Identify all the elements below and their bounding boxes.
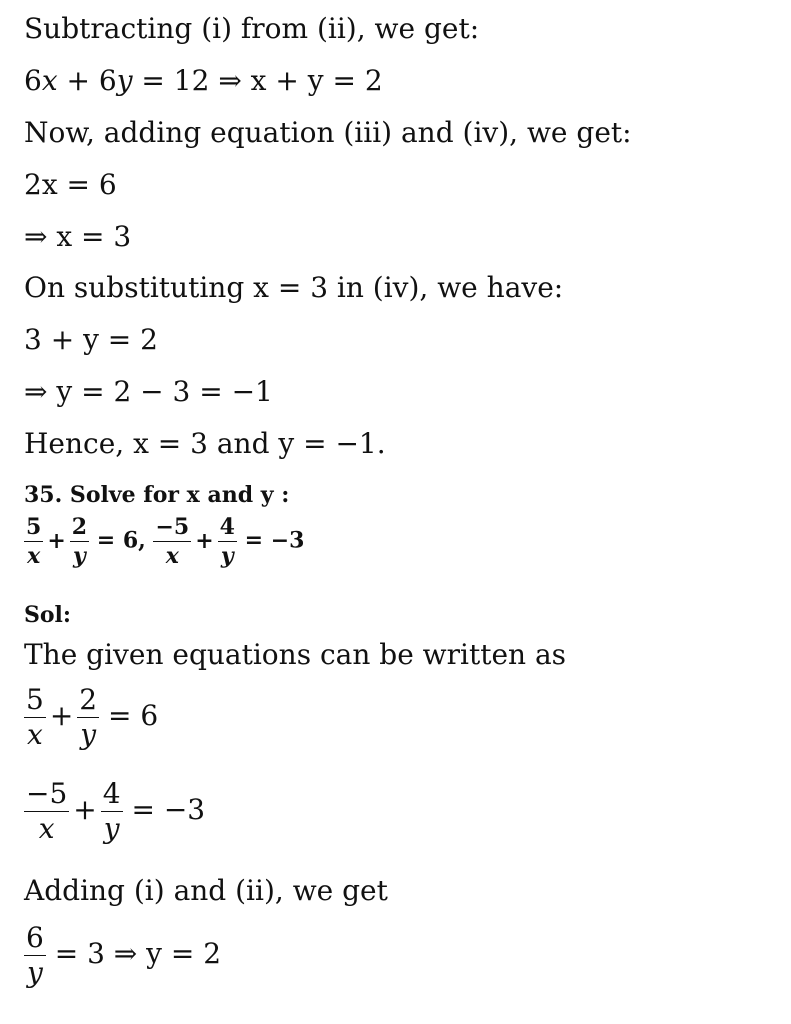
equation-line-2x: 2x = 6 (24, 168, 117, 201)
operator: + (49, 699, 74, 732)
fraction (24, 921, 46, 989)
numerator: −5 (26, 777, 68, 810)
equation-line-3-plus-y: 3 + y = 2 (24, 323, 158, 356)
denominator: y (73, 543, 86, 569)
numerator: 5 (26, 514, 42, 540)
numerator: 6 (26, 921, 44, 954)
text-line-substituting: On substituting x = 3 in (iv), we have: (24, 271, 564, 304)
denominator: y (220, 543, 234, 569)
text-line-adding-iii-iv: Now, adding equation (iii) and (iv), we get: (24, 116, 632, 149)
rhs: = −3 (244, 527, 305, 554)
rhs: = −3 (131, 793, 206, 826)
fraction (24, 516, 43, 567)
eq-part: = 12 ⇒ x + y = 2 (132, 64, 383, 97)
text-line-hence: Hence, x = 3 and y = −1. (24, 427, 386, 460)
numerator: 2 (71, 514, 88, 540)
denominator: y (103, 812, 120, 845)
solution-label: Sol: (24, 602, 72, 628)
fraction (77, 683, 99, 751)
fraction (101, 777, 123, 845)
fraction (218, 516, 237, 567)
operator: + (47, 527, 66, 554)
numerator: 2 (79, 683, 98, 716)
denominator: x (27, 718, 43, 751)
question-title: 35. Solve for x and y : (24, 482, 290, 508)
denominator: x (165, 543, 179, 569)
numerator: 4 (219, 514, 235, 540)
operator: + (195, 527, 214, 554)
var-x: x (41, 64, 58, 97)
eq-part: 6 (24, 64, 42, 97)
denominator: y (27, 956, 43, 989)
denominator: x (38, 812, 55, 845)
var-y: y (116, 64, 133, 97)
denominator: y (80, 718, 97, 751)
text-line-adding-i-ii: Adding (i) and (ii), we get (24, 874, 388, 907)
eq-part: + 6 (57, 64, 117, 97)
text-line-subtracting: Subtracting (i) from (ii), we get: (24, 12, 480, 45)
solution-equation-1 (24, 683, 159, 751)
equation-line-x-3: ⇒ x = 3 (24, 220, 132, 253)
numerator: 4 (102, 777, 121, 810)
solution-intro: The given equations can be written as (24, 638, 567, 671)
solution-equation-3 (24, 921, 222, 989)
numerator: −5 (155, 514, 190, 540)
fraction (70, 516, 89, 567)
equation-line-y-minus-1: ⇒ y = 2 − 3 = −1 (24, 375, 273, 408)
fraction (153, 516, 191, 567)
rhs: = 6 (108, 699, 159, 732)
denominator: x (27, 543, 41, 569)
equation-line-6x-6y (24, 64, 383, 98)
solution-equation-2 (24, 777, 206, 845)
rhs: = 3 ⇒ y = 2 (54, 937, 222, 970)
rhs: = 6, (96, 527, 146, 554)
fraction (24, 683, 46, 751)
numerator: 5 (26, 683, 44, 716)
question-equations (24, 516, 304, 567)
fraction (24, 777, 69, 845)
operator: + (73, 793, 97, 826)
